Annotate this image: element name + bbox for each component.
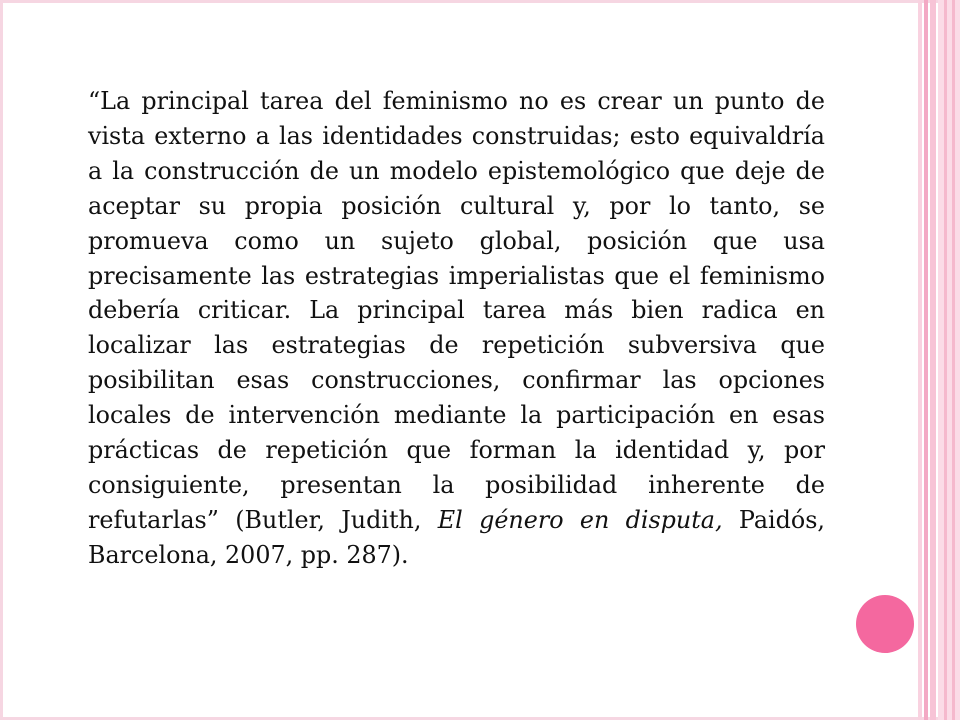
pink-circle-decoration	[856, 595, 914, 653]
decorative-stripe	[944, 0, 947, 720]
citation-tail: Paidós, Barcelona, 2007, pp. 287).	[88, 505, 825, 569]
book-title: El género en disputa,	[437, 505, 723, 534]
decorative-stripe	[924, 0, 928, 720]
decorative-stripe	[918, 0, 922, 720]
quote-paragraph	[88, 84, 825, 573]
decorative-stripe	[952, 0, 955, 720]
decorative-stripe	[938, 0, 960, 720]
quote-text: “La principal tarea del feminismo no es crear un punto de vista externo a las identidades construidas; esto equivaldría a la construcción de un modelo epistemológico que deje de aceptar su propia posición cultural y, por lo tanto, se promueva como un sujeto global, posición que usa precisamente las estrategias imperialistas que el feminismo debería criticar. La principal tarea más bien radica en localizar las estrategias de repetición subversiva que posibilitan esas construcciones, confirmar las opciones locales de intervención mediante la participación en esas prácticas de repetición que forman la identidad y, por consiguiente, presentan la posibilidad inherente de refutarlas” (Butler, Judith,	[88, 87, 825, 534]
decorative-stripe	[930, 0, 936, 720]
